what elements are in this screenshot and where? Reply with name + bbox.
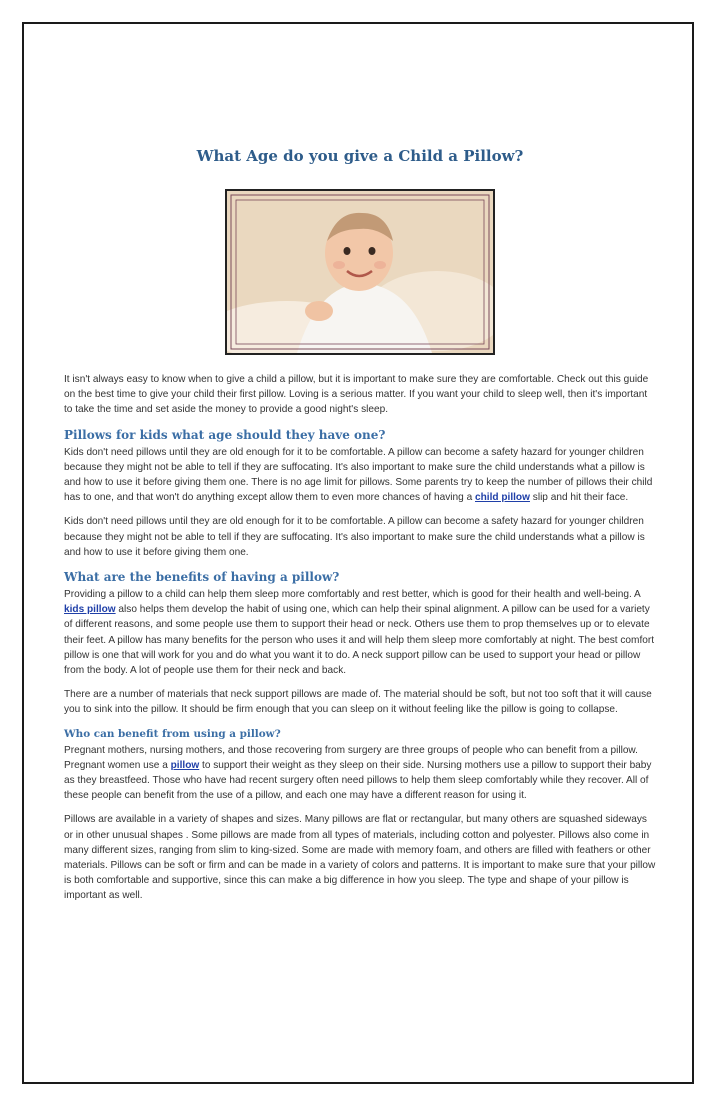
section-heading-benefits: What are the benefits of having a pillow?: [64, 570, 340, 585]
page-title: What Age do you give a Child a Pillow?: [196, 147, 524, 165]
section3-text-before-link: Pregnant mothers, nursing mothers, and those recovering from surgery are three groups of people who can benefit from a pillow. Pregnant women use a: [64, 744, 638, 771]
hero-photo-container: [64, 189, 656, 355]
section3-paragraph-2: Pillows are available in a variety of shapes and sizes. Many pillows are flat or rectangular, but many others are squashed sideways or in other unusual shapes . Some pillows are made from all types of materials, including cotton and polyester. Pillows also come in many different sizes, ranging from slim to king-sized. Some are made with memory foam, and others are filled with feathers or other materials. Pillows can be soft or firm and can be made in a variety of colors and patterns. It is important to make sure that your pillow is both comfortable and supportive, since this can make a big difference in how you sleep. The type and shape of your pillow is important as well.: [64, 814, 656, 902]
section1-paragraph-1: [64, 445, 656, 506]
section-heading-kids-age: Pillows for kids what age should they have one?: [64, 427, 386, 442]
kids-pillow-link[interactable]: kids pillow: [64, 604, 116, 616]
pillow-link[interactable]: pillow: [170, 759, 200, 771]
baby-photo: [225, 189, 495, 355]
child-pillow-link[interactable]: child pillow: [475, 492, 530, 504]
section1-text-before-link: Kids don't need pillows until they are old enough for it to be comfortable. A pillow can become a safety hazard for younger children because they might not be able to tell if they are suffocating. It's also important to make sure the child understands what a pillow is and how to use it before giving them one. There is no age limit for pillows. Some parents try to keep the number of pillows their child has to one, and that won't do anything except allow them to even more chances of having a: [64, 446, 653, 504]
section2-text-before-link: Providing a pillow to a child can help them sleep more comfortably and rest better, which is good for their health and well-being. A: [64, 589, 641, 601]
section3-text-after-link: to support their weight as they sleep on their side. Nursing mothers use a pillow to support their baby as they breastfeed. Those who have had recent surgery often need pillows to help them sleep comfortably while they recover. All of these people can benefit from the use of a pillow, and each one may have a different reason for using it.: [64, 759, 652, 802]
section2-paragraph-1: [64, 587, 656, 678]
section3-paragraph-1: [64, 743, 656, 804]
section2-paragraph-2: There are a number of materials that neck support pillows are made of. The material should be soft, but not too soft that it will cause you to sink into the pillow. It should be firm enough that you can sleep on it without feeling like the pillow is going to collapse.: [64, 689, 652, 716]
baby-illustration: [227, 191, 493, 353]
section1-text-after-link: slip and hit their face.: [529, 492, 629, 504]
section1-paragraph-2: Kids don't need pillows until they are old enough for it to be comfortable. A pillow can become a safety hazard for younger children because they might not be able to tell if they are suffocating. It's also important to make sure the child understands what a pillow is and how to use it before giving them one.: [64, 516, 645, 558]
section2-text-after-link: also helps them develop the habit of using one, which can help their spinal alignment. A pillow can be used for a variety of different reasons, and some people use them to support their head or neck. Others use them to prop themselves up or to elevate their feet. A pillow has many benefits for the person who uses it and will help them sleep more comfortably at night. The best comfort pillow is one that will work for you and do what you want it to do. A neck support pillow can be used to support your head or pillow from the body. A lot of people use them for their neck and back.: [64, 604, 655, 677]
intro-paragraph: It isn't always easy to know when to give a child a pillow, but it is important to make sure they are comfortable. Check out this guide on the best time to give your child their first pillow. Loving is a serious matter. If you want your child to sleep well, then it's important to take the time and set aside the money to provide a good night's sleep.: [64, 374, 649, 416]
section-heading-who-benefits: Who can benefit from using a pillow?: [64, 727, 281, 740]
document-body: [64, 146, 656, 913]
